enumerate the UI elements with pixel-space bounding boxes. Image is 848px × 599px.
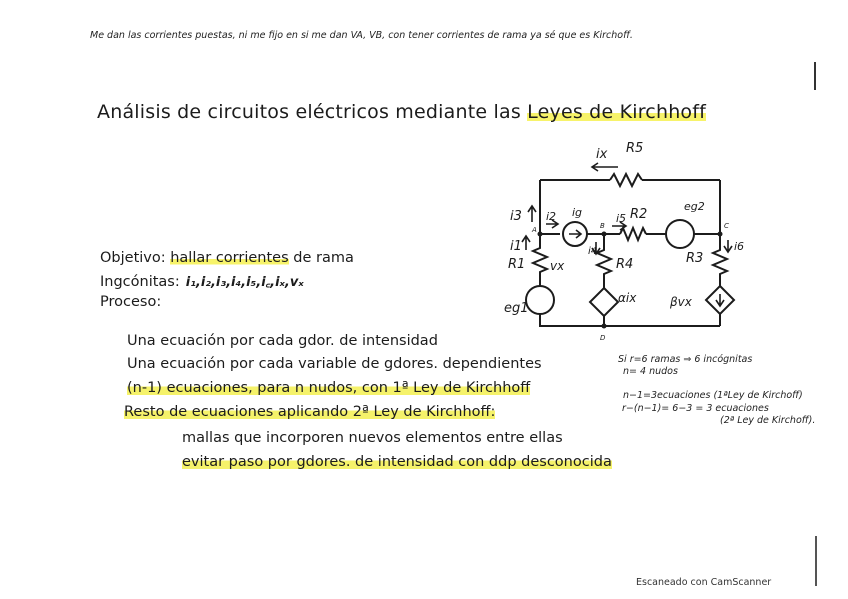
arrow-i3 bbox=[528, 206, 536, 222]
process-line-5: mallas que incorporen nuevos elementos entre ellas bbox=[182, 430, 563, 446]
label-i4: i4 bbox=[588, 246, 598, 257]
process-line-3 bbox=[127, 380, 530, 396]
page-title bbox=[97, 101, 706, 123]
node-d-dot bbox=[602, 324, 607, 329]
resistor-r1 bbox=[533, 234, 547, 282]
resistor-r3 bbox=[713, 234, 727, 286]
process-line-3-text: (n-1) ecuaciones, para n nudos, con 1ª Ley de Kirchhoff bbox=[127, 380, 531, 396]
arrow-ig-inside bbox=[569, 230, 581, 238]
label-ig: ig bbox=[572, 206, 583, 219]
circuit-diagram bbox=[480, 130, 770, 350]
label-r5: R5 bbox=[626, 141, 644, 156]
label-r2: R2 bbox=[630, 207, 648, 222]
process-line-4 bbox=[124, 404, 495, 420]
process-line-6-text: evitar paso por gdores. de intensidad con ddp desconocida bbox=[182, 454, 612, 470]
objective-rest: de rama bbox=[288, 250, 354, 266]
process-line-6 bbox=[182, 454, 612, 470]
label-alpha-ix: αix bbox=[618, 291, 637, 305]
label-i6: i6 bbox=[734, 240, 745, 253]
side-note-2: n= 4 nudos bbox=[623, 366, 678, 377]
unknowns-vars: i₁,i₂,i₃,i₄,i₅,i꜀,iₓ,vₓ bbox=[185, 275, 304, 290]
process-line-2: Una ecuación por cada variable de gdores. dependientes bbox=[127, 356, 542, 372]
label-node-d: D bbox=[600, 334, 606, 342]
wire-bottom bbox=[540, 314, 720, 326]
process-label: Proceso: bbox=[100, 294, 162, 310]
top-handwritten-note: Me dan las corrientes puestas, ni me fijo en si me dan VA, VB, con tener corrientes de rama ya sé que es Kirchoff. bbox=[90, 30, 633, 41]
arrow-ix bbox=[592, 163, 618, 171]
label-i3: i3 bbox=[510, 209, 522, 224]
label-eg2: eg2 bbox=[684, 200, 705, 213]
label-i2: i2 bbox=[546, 210, 557, 223]
scanner-footer: Escaneado con CamScanner bbox=[636, 577, 772, 588]
label-node-b: B bbox=[600, 222, 605, 230]
unknowns-label: Ingcónitas: bbox=[100, 274, 180, 290]
node-a-dot bbox=[538, 232, 543, 237]
label-node-c: C bbox=[724, 222, 729, 230]
dep-source-alpha-ix bbox=[590, 288, 618, 316]
node-c-dot bbox=[718, 232, 723, 237]
title-prefix: Análisis de circuitos eléctricos mediante las bbox=[97, 101, 528, 123]
label-r4: R4 bbox=[616, 257, 634, 272]
resistor-r4 bbox=[597, 234, 611, 288]
arrow-i1 bbox=[522, 236, 530, 250]
label-r3: R3 bbox=[686, 251, 704, 266]
side-note-5: (2ª Ley de Kirchoff). bbox=[720, 415, 816, 426]
label-i1: i1 bbox=[510, 239, 522, 254]
process-line-4-text: Resto de ecuaciones aplicando 2ª Ley de Kirchhoff: bbox=[124, 404, 496, 420]
objective-label: Objetivo: bbox=[100, 250, 171, 266]
resistor-r2 bbox=[620, 228, 646, 240]
side-note-1: Si r=6 ramas ⇒ 6 incógnitas bbox=[618, 354, 753, 365]
page-edge-mark-bottom bbox=[815, 536, 817, 586]
resistor-r5 bbox=[610, 174, 642, 186]
arrow-beta-inside bbox=[716, 294, 724, 306]
side-note-3: n−1=3ecuaciones (1ªLey de Kirchoff) bbox=[623, 390, 803, 401]
label-r1: R1 bbox=[508, 257, 526, 272]
objective-highlight: hallar corrientes bbox=[170, 250, 289, 266]
unknowns-line bbox=[100, 272, 304, 290]
label-beta-vx: βvx bbox=[670, 295, 692, 309]
label-node-a: A bbox=[532, 226, 537, 234]
side-note-4: r−(n−1)= 6−3 = 3 ecuaciones bbox=[622, 403, 769, 414]
source-eg1 bbox=[526, 286, 554, 314]
page-edge-mark-top bbox=[814, 62, 816, 90]
label-vx: vx bbox=[550, 259, 565, 273]
process-line-1: Una ecuación por cada gdor. de intensidad bbox=[127, 333, 438, 349]
label-eg1: eg1 bbox=[504, 301, 529, 316]
title-highlight: Leyes de Kirchhoff bbox=[527, 101, 707, 123]
arrow-i6 bbox=[724, 240, 732, 252]
source-eg2 bbox=[666, 220, 694, 248]
label-ix: ix bbox=[596, 147, 608, 162]
label-i5: i5 bbox=[616, 212, 627, 225]
node-b-dot bbox=[602, 232, 607, 237]
objective-line bbox=[100, 250, 354, 266]
